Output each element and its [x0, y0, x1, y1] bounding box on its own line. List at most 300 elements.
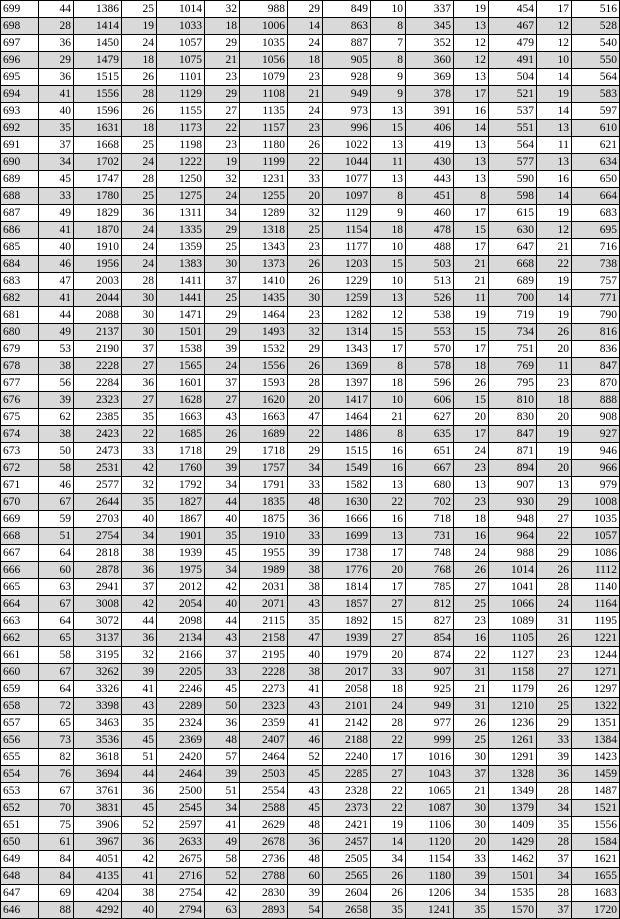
count-cell: 37 — [205, 273, 240, 290]
count-cell: 17 — [371, 749, 406, 766]
table-row — [1, 137, 620, 154]
table-row — [1, 69, 620, 86]
cumulative-cell: 634 — [572, 154, 620, 171]
count-cell: 41 — [205, 817, 240, 834]
count-cell: 39 — [39, 392, 74, 409]
score-cell: 697 — [1, 35, 39, 52]
count-cell: 42 — [205, 885, 240, 902]
count-cell: 35 — [122, 715, 157, 732]
cumulative-cell: 2285 — [323, 766, 371, 783]
cumulative-cell: 1532 — [240, 341, 288, 358]
count-cell: 25 — [454, 596, 489, 613]
count-cell: 29 — [537, 715, 572, 732]
count-cell: 51 — [122, 749, 157, 766]
cumulative-cell: 610 — [572, 120, 620, 137]
table-row — [1, 273, 620, 290]
cumulative-cell: 1450 — [74, 35, 122, 52]
cumulative-cell: 894 — [489, 460, 537, 477]
cumulative-cell: 2205 — [157, 664, 205, 681]
count-cell: 36 — [288, 834, 323, 851]
cumulative-cell: 1515 — [323, 443, 371, 460]
table-row — [1, 239, 620, 256]
cumulative-cell: 2464 — [240, 749, 288, 766]
cumulative-cell: 454 — [489, 1, 537, 18]
count-cell: 19 — [371, 817, 406, 834]
cumulative-cell: 1035 — [572, 511, 620, 528]
cumulative-cell: 537 — [489, 103, 537, 120]
cumulative-cell: 551 — [489, 120, 537, 137]
cumulative-cell: 488 — [406, 239, 454, 256]
score-cell: 682 — [1, 290, 39, 307]
score-cell: 649 — [1, 851, 39, 868]
count-cell: 34 — [454, 885, 489, 902]
cumulative-cell: 1685 — [157, 426, 205, 443]
cumulative-cell: 2818 — [74, 545, 122, 562]
cumulative-cell: 1668 — [74, 137, 122, 154]
count-cell: 30 — [122, 307, 157, 324]
count-cell: 22 — [454, 647, 489, 664]
cumulative-cell: 1033 — [157, 18, 205, 35]
count-cell: 32 — [205, 1, 240, 18]
score-cell: 694 — [1, 86, 39, 103]
count-cell: 23 — [288, 239, 323, 256]
cumulative-cell: 513 — [406, 273, 454, 290]
cumulative-cell: 2359 — [240, 715, 288, 732]
cumulative-cell: 2554 — [240, 783, 288, 800]
cumulative-cell: 689 — [489, 273, 537, 290]
count-cell: 41 — [39, 290, 74, 307]
table-row — [1, 545, 620, 562]
cumulative-cell: 3137 — [74, 630, 122, 647]
count-cell: 43 — [122, 698, 157, 715]
count-cell: 60 — [288, 868, 323, 885]
score-cell: 685 — [1, 239, 39, 256]
cumulative-cell: 1210 — [489, 698, 537, 715]
cumulative-cell: 503 — [406, 256, 454, 273]
cumulative-cell: 1043 — [406, 766, 454, 783]
count-cell: 62 — [39, 409, 74, 426]
table-row — [1, 409, 620, 426]
cumulative-cell: 1008 — [572, 494, 620, 511]
cumulative-cell: 718 — [406, 511, 454, 528]
count-cell: 17 — [454, 426, 489, 443]
count-cell: 20 — [537, 409, 572, 426]
cumulative-cell: 2421 — [323, 817, 371, 834]
cumulative-cell: 1180 — [240, 137, 288, 154]
count-cell: 12 — [371, 307, 406, 324]
table-row — [1, 613, 620, 630]
count-cell: 14 — [537, 69, 572, 86]
count-cell: 38 — [39, 426, 74, 443]
table-row — [1, 851, 620, 868]
cumulative-cell: 1259 — [323, 290, 371, 307]
cumulative-cell: 478 — [406, 222, 454, 239]
cumulative-cell: 1501 — [157, 324, 205, 341]
count-cell: 48 — [288, 494, 323, 511]
table-row — [1, 120, 620, 137]
count-cell: 37 — [205, 375, 240, 392]
cumulative-cell: 1155 — [157, 103, 205, 120]
count-cell: 46 — [39, 256, 74, 273]
table-row — [1, 749, 620, 766]
count-cell: 47 — [288, 630, 323, 647]
cumulative-cell: 3906 — [74, 817, 122, 834]
count-cell: 42 — [205, 579, 240, 596]
count-cell: 58 — [39, 460, 74, 477]
count-cell: 36 — [122, 562, 157, 579]
cumulative-cell: 812 — [406, 596, 454, 613]
count-cell: 18 — [454, 358, 489, 375]
cumulative-cell: 870 — [572, 375, 620, 392]
count-cell: 41 — [122, 681, 157, 698]
count-cell: 29 — [39, 52, 74, 69]
cumulative-cell: 1593 — [240, 375, 288, 392]
count-cell: 36 — [537, 766, 572, 783]
count-cell: 14 — [371, 834, 406, 851]
score-cell: 675 — [1, 409, 39, 426]
cumulative-cell: 1343 — [323, 341, 371, 358]
count-cell: 36 — [122, 375, 157, 392]
count-cell: 39 — [288, 885, 323, 902]
count-cell: 34 — [205, 477, 240, 494]
count-cell: 26 — [288, 358, 323, 375]
score-cell: 655 — [1, 749, 39, 766]
cumulative-cell: 2457 — [323, 834, 371, 851]
cumulative-cell: 1349 — [489, 783, 537, 800]
cumulative-cell: 1462 — [489, 851, 537, 868]
count-cell: 21 — [454, 273, 489, 290]
count-cell: 45 — [288, 800, 323, 817]
count-cell: 28 — [537, 579, 572, 596]
cumulative-cell: 1328 — [489, 766, 537, 783]
cumulative-cell: 1112 — [572, 562, 620, 579]
cumulative-cell: 757 — [572, 273, 620, 290]
cumulative-cell: 2794 — [157, 902, 205, 919]
count-cell: 28 — [537, 885, 572, 902]
table-row — [1, 18, 620, 35]
table-row — [1, 460, 620, 477]
cumulative-cell: 3326 — [74, 681, 122, 698]
count-cell: 34 — [205, 562, 240, 579]
cumulative-cell: 1979 — [323, 647, 371, 664]
cumulative-cell: 905 — [323, 52, 371, 69]
table-row — [1, 290, 620, 307]
count-cell: 29 — [205, 324, 240, 341]
count-cell: 52 — [205, 868, 240, 885]
cumulative-cell: 1486 — [323, 426, 371, 443]
count-cell: 26 — [537, 562, 572, 579]
count-cell: 29 — [288, 1, 323, 18]
cumulative-cell: 2058 — [323, 681, 371, 698]
cumulative-cell: 2195 — [240, 647, 288, 664]
count-cell: 26 — [288, 256, 323, 273]
count-cell: 25 — [205, 290, 240, 307]
cumulative-cell: 1311 — [157, 205, 205, 222]
cumulative-cell: 1776 — [323, 562, 371, 579]
count-cell: 19 — [454, 1, 489, 18]
cumulative-cell: 1827 — [157, 494, 205, 511]
cumulative-cell: 1282 — [323, 307, 371, 324]
count-cell: 16 — [537, 171, 572, 188]
cumulative-cell: 1956 — [74, 256, 122, 273]
cumulative-cell: 1108 — [240, 86, 288, 103]
cumulative-cell: 1621 — [572, 851, 620, 868]
score-cell: 676 — [1, 392, 39, 409]
table-row — [1, 885, 620, 902]
cumulative-cell: 1250 — [157, 171, 205, 188]
score-cell: 686 — [1, 222, 39, 239]
cumulative-cell: 1351 — [572, 715, 620, 732]
cumulative-cell: 2158 — [240, 630, 288, 647]
cumulative-cell: 1035 — [240, 35, 288, 52]
count-cell: 26 — [371, 885, 406, 902]
count-cell: 41 — [288, 681, 323, 698]
count-cell: 42 — [122, 851, 157, 868]
count-cell: 18 — [122, 52, 157, 69]
cumulative-cell: 2633 — [157, 834, 205, 851]
count-cell: 33 — [288, 171, 323, 188]
cumulative-cell: 2473 — [74, 443, 122, 460]
cumulative-cell: 977 — [406, 715, 454, 732]
count-cell: 25 — [122, 1, 157, 18]
cumulative-cell: 1780 — [74, 188, 122, 205]
cumulative-cell: 3967 — [74, 834, 122, 851]
count-cell: 30 — [454, 749, 489, 766]
count-cell: 76 — [39, 766, 74, 783]
score-cell: 668 — [1, 528, 39, 545]
count-cell: 7 — [371, 35, 406, 52]
count-cell: 84 — [39, 868, 74, 885]
cumulative-cell: 2373 — [323, 800, 371, 817]
cumulative-cell: 1359 — [157, 239, 205, 256]
count-cell: 23 — [454, 460, 489, 477]
table-row — [1, 426, 620, 443]
cumulative-cell: 1423 — [572, 749, 620, 766]
count-cell: 17 — [371, 341, 406, 358]
cumulative-cell: 606 — [406, 392, 454, 409]
cumulative-cell: 1501 — [489, 868, 537, 885]
count-cell: 28 — [537, 834, 572, 851]
table-row — [1, 154, 620, 171]
count-cell: 32 — [205, 171, 240, 188]
cumulative-cell: 1057 — [157, 35, 205, 52]
count-cell: 17 — [537, 1, 572, 18]
cumulative-cell: 2588 — [240, 800, 288, 817]
count-cell: 45 — [205, 681, 240, 698]
cumulative-cell: 2190 — [74, 341, 122, 358]
count-cell: 21 — [205, 52, 240, 69]
count-cell: 39 — [205, 460, 240, 477]
count-cell: 22 — [371, 800, 406, 817]
cumulative-cell: 406 — [406, 120, 454, 137]
cumulative-cell: 491 — [489, 52, 537, 69]
cumulative-cell: 627 — [406, 409, 454, 426]
count-cell: 47 — [39, 273, 74, 290]
cumulative-cell: 3195 — [74, 647, 122, 664]
cumulative-cell: 1173 — [157, 120, 205, 137]
cumulative-cell: 664 — [572, 188, 620, 205]
score-cell: 691 — [1, 137, 39, 154]
cumulative-cell: 979 — [572, 477, 620, 494]
score-cell: 692 — [1, 120, 39, 137]
cumulative-cell: 1056 — [240, 52, 288, 69]
count-cell: 28 — [288, 375, 323, 392]
cumulative-cell: 1867 — [157, 511, 205, 528]
count-cell: 12 — [454, 35, 489, 52]
count-cell: 13 — [454, 18, 489, 35]
count-cell: 21 — [454, 256, 489, 273]
count-cell: 24 — [122, 239, 157, 256]
score-cell: 698 — [1, 18, 39, 35]
cumulative-cell: 516 — [572, 1, 620, 18]
cumulative-cell: 1628 — [157, 392, 205, 409]
count-cell: 20 — [371, 562, 406, 579]
cumulative-cell: 1291 — [489, 749, 537, 766]
score-cell: 656 — [1, 732, 39, 749]
score-cell: 667 — [1, 545, 39, 562]
cumulative-cell: 1910 — [240, 528, 288, 545]
cumulative-cell: 1373 — [240, 256, 288, 273]
cumulative-cell: 847 — [572, 358, 620, 375]
count-cell: 26 — [537, 324, 572, 341]
cumulative-cell: 526 — [406, 290, 454, 307]
count-cell: 60 — [39, 562, 74, 579]
cumulative-cell: 1875 — [240, 511, 288, 528]
count-cell: 44 — [39, 307, 74, 324]
cumulative-cell: 2137 — [74, 324, 122, 341]
cumulative-cell: 2629 — [240, 817, 288, 834]
cumulative-cell: 925 — [406, 681, 454, 698]
count-cell: 23 — [205, 137, 240, 154]
count-cell: 40 — [122, 511, 157, 528]
count-cell: 15 — [454, 324, 489, 341]
cumulative-cell: 2878 — [74, 562, 122, 579]
cumulative-cell: 2323 — [74, 392, 122, 409]
table-row — [1, 902, 620, 919]
cumulative-cell: 948 — [489, 511, 537, 528]
cumulative-cell: 564 — [489, 137, 537, 154]
score-cell: 652 — [1, 800, 39, 817]
table-row — [1, 341, 620, 358]
cumulative-cell: 1086 — [572, 545, 620, 562]
score-cell: 654 — [1, 766, 39, 783]
count-cell: 27 — [205, 103, 240, 120]
cumulative-cell: 2531 — [74, 460, 122, 477]
count-cell: 9 — [371, 86, 406, 103]
count-cell: 40 — [288, 647, 323, 664]
count-cell: 65 — [39, 715, 74, 732]
cumulative-cell: 1006 — [240, 18, 288, 35]
cumulative-cell: 1271 — [572, 664, 620, 681]
table-row — [1, 358, 620, 375]
count-cell: 75 — [39, 817, 74, 834]
cumulative-cell: 521 — [489, 86, 537, 103]
cumulative-cell: 738 — [572, 256, 620, 273]
cumulative-cell: 2246 — [157, 681, 205, 698]
count-cell: 33 — [371, 664, 406, 681]
count-cell: 10 — [537, 52, 572, 69]
count-cell: 27 — [122, 392, 157, 409]
cumulative-cell: 1129 — [323, 205, 371, 222]
count-cell: 29 — [205, 443, 240, 460]
cumulative-cell: 1203 — [323, 256, 371, 273]
score-cell: 679 — [1, 341, 39, 358]
cumulative-cell: 768 — [406, 562, 454, 579]
count-cell: 67 — [39, 664, 74, 681]
count-cell: 12 — [454, 52, 489, 69]
count-cell: 13 — [537, 477, 572, 494]
count-cell: 40 — [205, 511, 240, 528]
cumulative-cell: 1538 — [157, 341, 205, 358]
count-cell: 50 — [39, 443, 74, 460]
count-cell: 49 — [39, 324, 74, 341]
cumulative-cell: 2088 — [74, 307, 122, 324]
cumulative-cell: 2420 — [157, 749, 205, 766]
count-cell: 24 — [288, 103, 323, 120]
count-cell: 43 — [288, 596, 323, 613]
cumulative-cell: 1666 — [323, 511, 371, 528]
count-cell: 27 — [371, 596, 406, 613]
cumulative-cell: 1199 — [240, 154, 288, 171]
cumulative-cell: 1757 — [240, 460, 288, 477]
cumulative-cell: 2324 — [157, 715, 205, 732]
count-cell: 17 — [454, 205, 489, 222]
cumulative-cell: 1384 — [572, 732, 620, 749]
count-cell: 33 — [288, 477, 323, 494]
count-cell: 23 — [288, 307, 323, 324]
count-cell: 45 — [122, 800, 157, 817]
count-cell: 40 — [205, 596, 240, 613]
cumulative-cell: 3618 — [74, 749, 122, 766]
count-cell: 26 — [288, 137, 323, 154]
count-cell: 84 — [39, 851, 74, 868]
cumulative-cell: 1044 — [323, 154, 371, 171]
count-cell: 41 — [288, 715, 323, 732]
count-cell: 63 — [39, 579, 74, 596]
cumulative-cell: 1101 — [157, 69, 205, 86]
count-cell: 61 — [39, 834, 74, 851]
cumulative-cell: 1718 — [240, 443, 288, 460]
count-cell: 18 — [371, 375, 406, 392]
count-cell: 34 — [537, 800, 572, 817]
table-row — [1, 783, 620, 800]
count-cell: 64 — [39, 613, 74, 630]
count-cell: 24 — [454, 545, 489, 562]
count-cell: 13 — [454, 137, 489, 154]
count-cell: 24 — [122, 256, 157, 273]
count-cell: 38 — [288, 579, 323, 596]
count-cell: 26 — [454, 562, 489, 579]
table-body — [1, 1, 620, 919]
count-cell: 43 — [288, 783, 323, 800]
cumulative-cell: 590 — [489, 171, 537, 188]
cumulative-cell: 1760 — [157, 460, 205, 477]
score-cell: 651 — [1, 817, 39, 834]
count-cell: 52 — [122, 817, 157, 834]
count-cell: 22 — [288, 154, 323, 171]
table-row — [1, 392, 620, 409]
count-cell: 44 — [122, 613, 157, 630]
score-cell: 659 — [1, 681, 39, 698]
count-cell: 19 — [537, 205, 572, 222]
cumulative-cell: 1857 — [323, 596, 371, 613]
cumulative-cell: 1127 — [489, 647, 537, 664]
cumulative-cell: 1989 — [240, 562, 288, 579]
cumulative-cell: 1814 — [323, 579, 371, 596]
count-cell: 67 — [39, 596, 74, 613]
count-cell: 41 — [39, 86, 74, 103]
count-cell: 21 — [371, 409, 406, 426]
